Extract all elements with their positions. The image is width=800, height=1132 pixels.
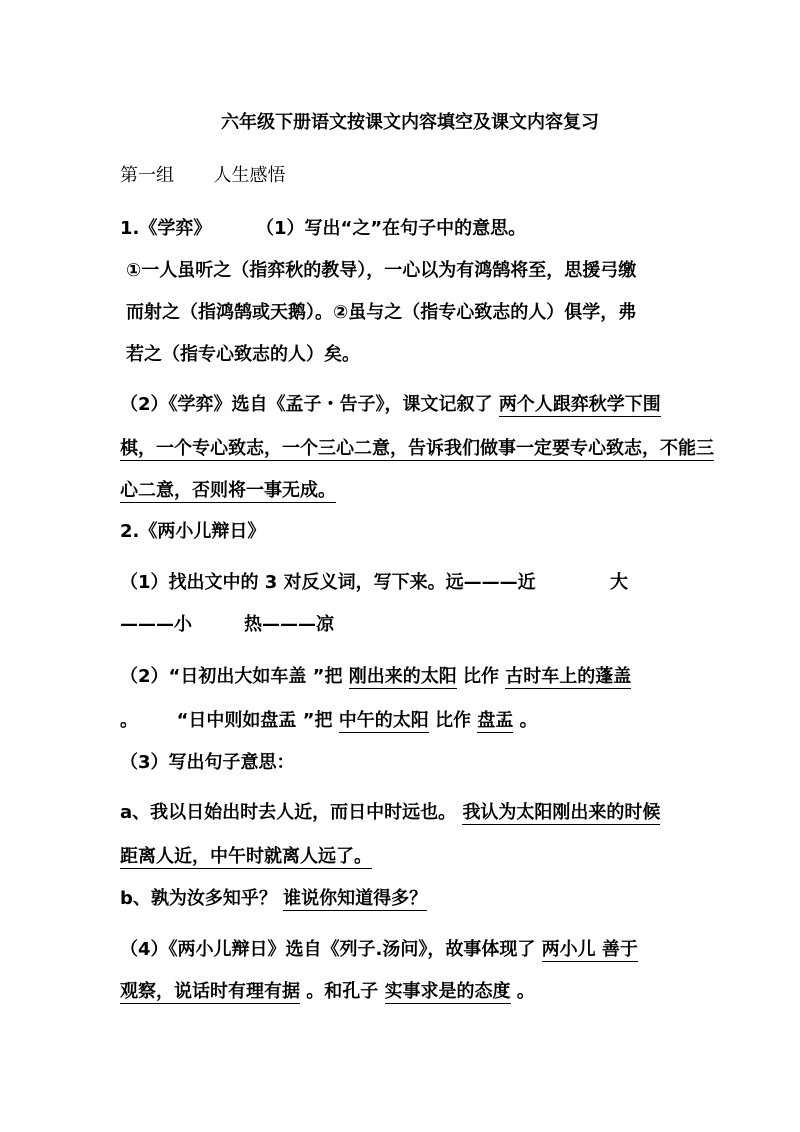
- lesson2-q2-answer1: 刚出来的太阳: [348, 666, 457, 687]
- lesson1-q2-answer-part1: 两个人跟弈秋学下围: [498, 394, 661, 415]
- lesson2-b-line: [120, 884, 427, 910]
- lesson2-q2-line1: [120, 662, 631, 688]
- lesson2-q4-answer1: 两小儿 善于: [541, 939, 638, 960]
- lesson2-q2-answer3: 中午的太阳: [338, 710, 429, 731]
- lesson2-q2-line2: [120, 706, 538, 732]
- lesson2-q4-line1: [120, 935, 638, 961]
- lesson1-p1-line3: 若之（指专心致志的人）矣。: [126, 344, 360, 365]
- lesson1-q2-line1: [120, 390, 661, 416]
- lesson2-q1-line2a: ———小: [120, 614, 192, 635]
- lesson2-q4-answer2: 实事求是的态度: [384, 981, 511, 1002]
- lesson2-q2-part6: 。: [519, 710, 538, 731]
- lesson2-q1-da: 大: [610, 572, 628, 593]
- lesson2-q4-line2: [120, 977, 535, 1003]
- lesson2-q4-prefix: （4）《两小儿辩日》选自《列子.汤问》，故事体现了: [120, 939, 536, 960]
- lesson2-q3: （3）写出句子意思：: [120, 752, 295, 773]
- lesson2-q2-part1: （2）“日初出大如车盖 ”把: [120, 666, 343, 687]
- lesson2-q1-line1: （1）找出文中的 3 对反义词，写下来。远———近: [120, 572, 536, 593]
- lesson2-a-line2: [120, 842, 372, 868]
- lesson2-q2-part3: 。: [120, 710, 138, 731]
- lesson2-a-prefix: a、我以日始出时去人近，而日中时远也。: [120, 802, 457, 823]
- group-name: 人生感悟: [213, 165, 286, 186]
- lesson2-q2-part4: “日中则如盘盂 ”把: [176, 710, 333, 731]
- lesson1-heading: 1.《学弈》: [120, 218, 212, 239]
- lesson2-q4-end: 。: [516, 981, 535, 1002]
- lesson1-p1-line1: ①一人虽听之（指弈秋的教导），一心以为有鸿鹄将至，思援弓缴: [126, 260, 637, 281]
- lesson2-q4-mid: 。和孔子: [306, 981, 379, 1002]
- lesson1-q2-line3: [120, 476, 336, 502]
- title-text: 六年级下册语文按课文内容填空及课文内容复习: [221, 112, 599, 133]
- lesson2-q2-part2: 比作: [463, 666, 500, 687]
- lesson1-q2-prefix: （2）《学弈》选自《孟子・告子》，课文记叙了: [120, 394, 493, 415]
- group-heading: [120, 161, 800, 187]
- lesson2-q2-answer2: 古时车上的蓬盖: [505, 666, 632, 687]
- lesson1-q2-answer-part3: 心二意，否则将一事无成。: [120, 480, 336, 501]
- lesson2-a-line1: [120, 798, 660, 824]
- lesson2-q2-part5: 比作: [435, 710, 472, 731]
- lesson2-q4-answer1-cont: 观察，说话时有理有据: [120, 981, 300, 1002]
- lesson1-q2-line2: [120, 434, 714, 460]
- lesson1-q1: （1）写出“之”在句子中的意思。: [256, 218, 527, 239]
- lesson2-a-answer-part2: 距离人近，中午时就离人远了。: [120, 846, 372, 867]
- lesson2-q1-line2b: 热———凉: [244, 614, 334, 635]
- lesson1-p1-line2: 而射之（指鸿鹄或天鹅）。②虽与之（指专心致志的人）俱学，弗: [126, 302, 637, 323]
- page-title: [0, 108, 800, 134]
- lesson2-q2-answer4: 盘盂: [477, 710, 514, 731]
- lesson2-heading: 2.《两小儿辩日》: [120, 521, 266, 542]
- group-label: 第一组: [120, 165, 174, 186]
- lesson2-b-answer: 谁说你知道得多？: [283, 888, 428, 909]
- lesson2-a-answer-part1: 我认为太阳刚出来的时候: [462, 802, 661, 823]
- lesson1-q2-answer-part2: 棋，一个专心致志，一个三心二意，告诉我们做事一定要专心致志，不能三: [120, 438, 714, 459]
- lesson2-b-prefix: b、孰为汝多知乎？: [120, 888, 277, 909]
